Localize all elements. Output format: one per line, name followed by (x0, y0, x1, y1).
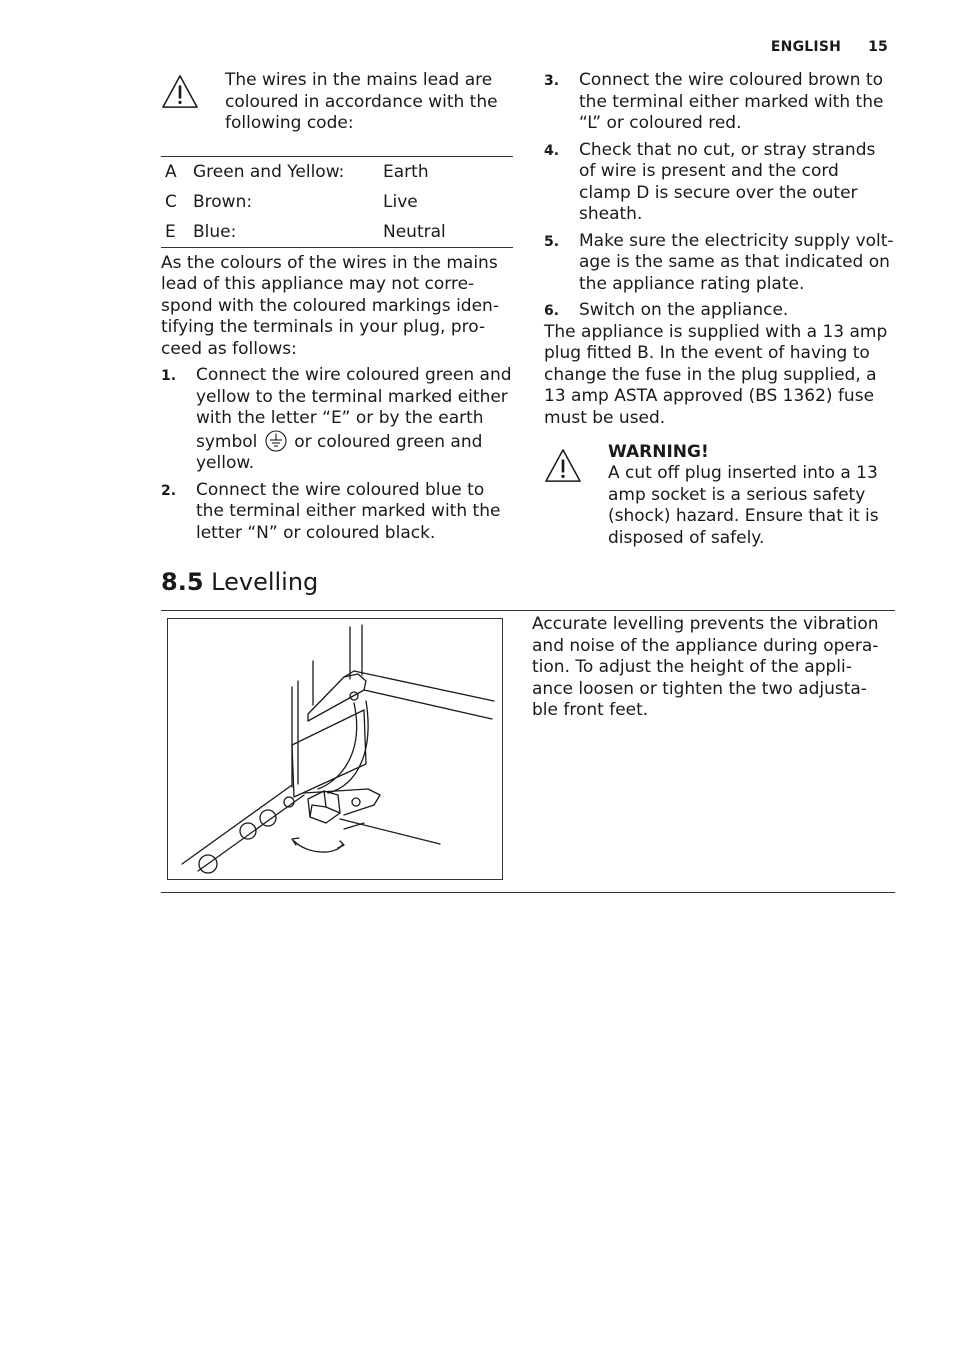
header-language: ENGLISH (770, 39, 842, 55)
code-meaning: Live (383, 191, 418, 212)
colour-mismatch-paragraph: As the colours of the wires in the mains lead of this appliance may not corre-spond with the coloured markings iden-tifying the terminals in your plug, pro-ceed as follows: (161, 252, 499, 359)
cut-plug-warning (544, 442, 896, 549)
code-letter: A (165, 161, 177, 182)
cut-plug-warning-text: A cut off plug inserted into a 13 amp socket is a serious safety (shock) hazard. Ensure that it is disposed of safely. (608, 463, 879, 548)
wire-colour-code-table (161, 156, 513, 248)
levelling-text: Accurate levelling prevents the vibration and noise of the appliance during opera-tion. To adjust the height of the appli-ance loosen or tighten the two adjusta-ble front feet. (532, 614, 879, 720)
warning-triangle-icon (161, 74, 199, 110)
step-number: 1. (161, 368, 177, 384)
list-item (544, 231, 896, 296)
earth-symbol-icon (265, 430, 287, 452)
left-column (161, 70, 513, 544)
right-column (544, 70, 896, 549)
list-item (161, 480, 513, 545)
left-steps-list (161, 365, 513, 544)
levelling-illustration (167, 618, 503, 880)
code-colour: Green and Yellow: (193, 161, 345, 182)
list-item (544, 140, 896, 226)
code-colour: Brown: (193, 191, 253, 212)
section-top-rule (161, 610, 895, 611)
section-bottom-rule (161, 892, 895, 893)
section-number: 8.5 (161, 568, 204, 596)
right-steps-list (544, 70, 896, 322)
warning-title: WARNING! (608, 442, 709, 462)
step-number: 4. (544, 142, 560, 159)
wire-code-warning (161, 70, 513, 135)
list-item (544, 70, 896, 135)
fuse-paragraph: The appliance is supplied with a 13 amp plug fitted B. In the event of having to change the fuse in the plug supplied, a 13 amp ASTA approved (BS 1362) fuse must be used. (544, 321, 888, 428)
step-text-part-b: or coloured green and yellow. (196, 431, 483, 473)
section-heading (161, 567, 318, 597)
step-number: 3. (544, 73, 560, 89)
step-text: Make sure the electricity supply volt-age is the same as that indicated on the appliance rating plate. (579, 230, 894, 294)
step-number: 2. (161, 482, 177, 499)
table-row (161, 156, 513, 187)
step-text: Connect the wire coloured brown to the terminal either marked with the “L” or coloured red. (579, 70, 884, 133)
step-number: 6. (544, 303, 560, 319)
table-row (161, 187, 513, 217)
step-text: Switch on the appliance. (579, 300, 789, 320)
code-colour: Blue: (193, 221, 237, 242)
list-item (544, 300, 896, 322)
page-header (771, 39, 888, 55)
step-text-part-a: Connect the wire coloured green and yellow to the terminal marked either with the letter “E” or by the earth symbol (196, 365, 512, 452)
code-meaning: Neutral (383, 221, 446, 242)
step-text: Connect the wire coloured blue to the terminal either marked with the letter “N” or coloured black. (196, 479, 501, 543)
step-number: 5. (544, 233, 560, 250)
step-text: Check that no cut, or stray strands of wire is present and the cord clamp D is secure over the outer sheath. (579, 139, 876, 224)
table-row (161, 217, 513, 248)
list-item (161, 365, 513, 475)
page-number: 15 (868, 39, 888, 55)
wire-code-warning-text: The wires in the mains lead are coloured in accordance with the following code: (225, 70, 498, 133)
code-letter: C (165, 191, 177, 212)
code-meaning: Earth (383, 161, 429, 182)
section-title: Levelling (211, 568, 319, 596)
adjustable-foot-illustration (168, 619, 502, 879)
warning-triangle-icon (544, 448, 582, 484)
code-letter: E (165, 221, 176, 242)
